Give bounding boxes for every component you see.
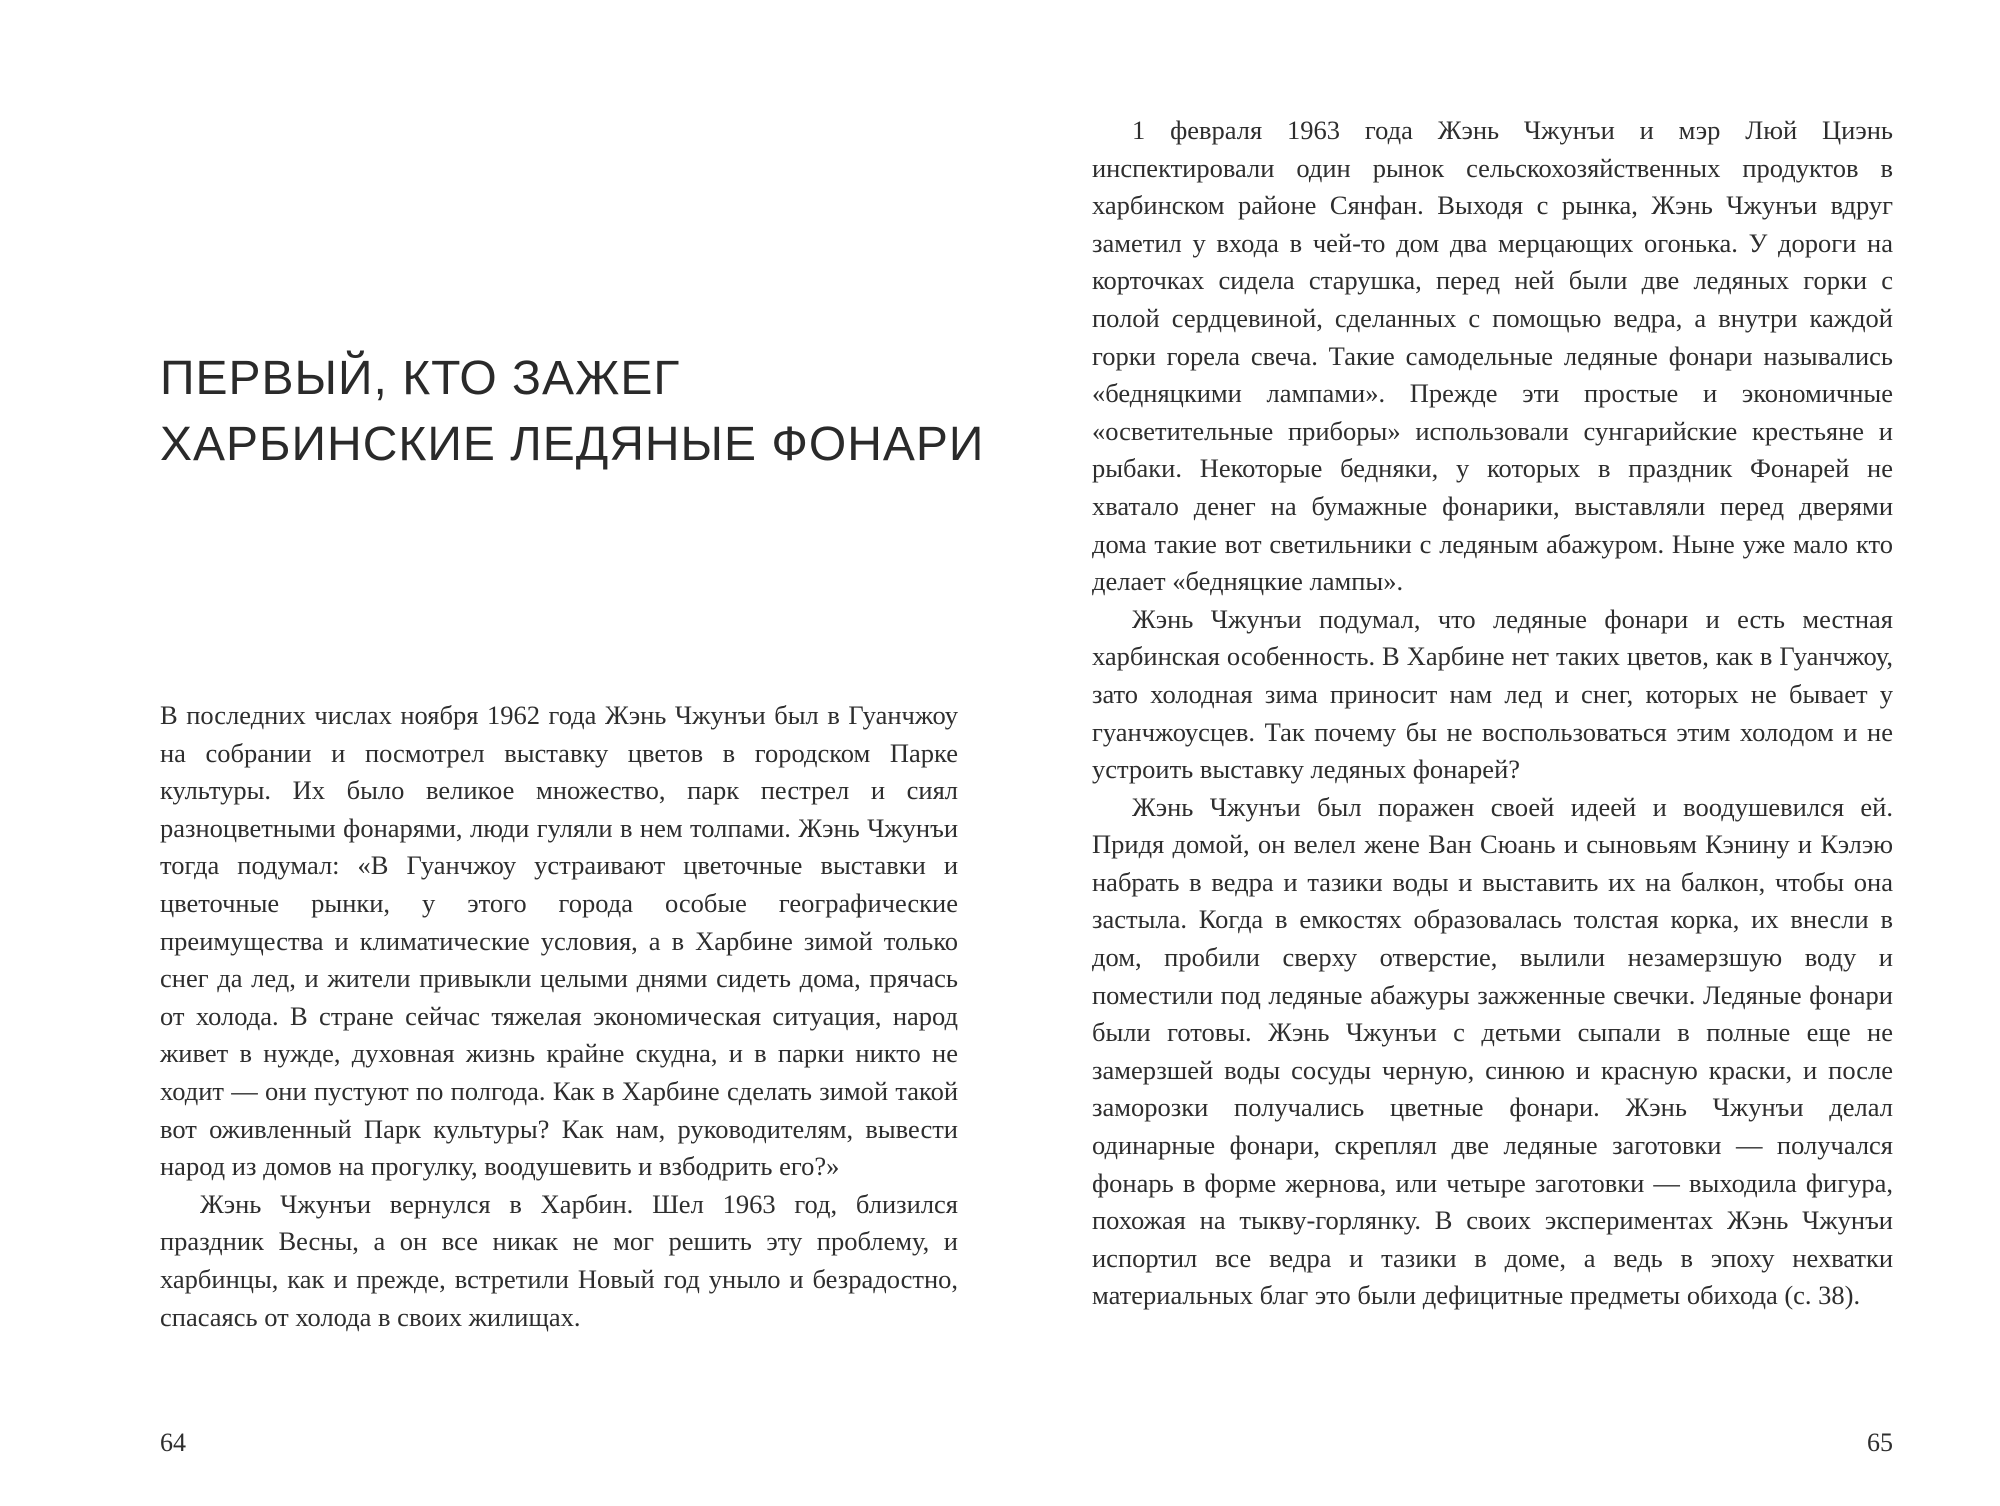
paragraph-right-2: Жэнь Чжунъи подумал, что ледяные фонари и есть местная харбинская особенность. В Харбине нет таких цветов, как в Гуанчжоу, зато холодная зима приносит нам лед и снег, которых не бывает у гуанчжоусцев. Так почему бы не воспользоваться этим холодом и не устроить выставку ледяных фонарей? — [1092, 603, 1893, 785]
paragraph-right-3: Жэнь Чжунъи был поражен своей идеей и воодушевился ей. Придя домой, он велел жене Ван Сюань и сыновьям Кэнину и Кэлэю набрать в ведра и тазики воды и выставить их на балкон, чтобы она застыла. Когда в емкостях образовалась толстая корка, их внесли в дом, пробили сверху отверстие, вылили незамерзшую воду и поместили под ледяные абажуры зажженные свечки. Ледяные фонари были готовы. Жэнь Чжунъи с детьми сыпали в полные еще не замерзшей воды сосуды черную, синюю и красную краски, и после заморозки получались цветные фонари. Жэнь Чжунъи делал одинарные фонари, скреплял две ледяные заготовки — получался фонарь в форме жернова, или четыре заготовки — выходила фигура, похожая на тыкву-горлянку. В своих экспериментах Жэнь Чжунъи испортил все ведра и тазики в доме, а ведь в эпоху нехватки материальных благ это были дефицитные предметы обихода (с. 38). — [1092, 791, 1893, 1311]
chapter-title-line-2: ХАРБИНСКИЕ ЛЕДЯНЫЕ ФОНАРИ — [160, 418, 985, 471]
chapter-title — [160, 346, 984, 478]
chapter-title-line-1: ПЕРВЫЙ, КТО ЗАЖЕГ — [160, 352, 681, 405]
paragraph-left-2: Жэнь Чжунъи вернулся в Харбин. Шел 1963 год, близился праздник Весны, а он все никак не мог решить эту проблему, и харбинцы, как и прежде, встретили Новый год уныло и безрадостно, спасаясь от холода в своих жилищах. — [160, 1188, 958, 1332]
left-page-body — [160, 697, 958, 1336]
right-page-body — [1092, 112, 1893, 1315]
page-number-right: 65 — [1867, 1428, 1893, 1457]
paragraph-right-1: 1 февраля 1963 года Жэнь Чжунъи и мэр Люй Циэнь инспектировали один рынок сельскохозяйственных продуктов в харбинском районе Сянфан. Выходя с рынка, Жэнь Чжунъи вдруг заметил у входа в чей-то дом два мерцающих огонька. У дороги на корточках сидела старушка, перед ней были две ледяных горки с полой сердцевиной, сделанных с помощью ведра, а внутри каждой горки горела свеча. Такие самодельные ледяные фонари назывались «бедняцкими лампами». Прежде эти простые и экономичные «осветительные приборы» использовали сунгарийские крестьяне и рыбаки. Некоторые бедняки, у которых в праздник Фонарей не хватало денег на бумажные фонарики, выставляли перед дверями дома такие вот светильники с ледяным абажуром. Ныне уже мало кто делает «бедняцкие лампы». — [1092, 115, 1893, 597]
right-page — [1000, 0, 2000, 1506]
paragraph-left-1: В последних числах ноября 1962 года Жэнь Чжунъи был в Гуанчжоу на собрании и посмотрел выставку цветов в городском Парке культуры. Их было великое множество, парк пестрел и сиял разноцветными фонарями, люди гуляли в нем толпами. Жэнь Чжунъи тогда подумал: «В Гуанчжоу устраивают цветочные выставки и цветочные рынки, у этого города особые географические преимущества и климатические условия, а в Харбине зимой только снег да лед, и жители привыкли целыми днями сидеть дома, прячась от холода. В стране сейчас тяжелая экономическая ситуация, народ живет в нужде, духовная жизнь крайне скудна, и в парки никто не ходит — они пустуют по полгода. Как в Харбине сделать зимой такой вот оживленный Парк культуры? Как нам, руководителям, вывести народ из домов на прогулку, воодушевить и взбодрить его?» — [160, 700, 958, 1182]
page-number-left: 64 — [160, 1428, 186, 1457]
